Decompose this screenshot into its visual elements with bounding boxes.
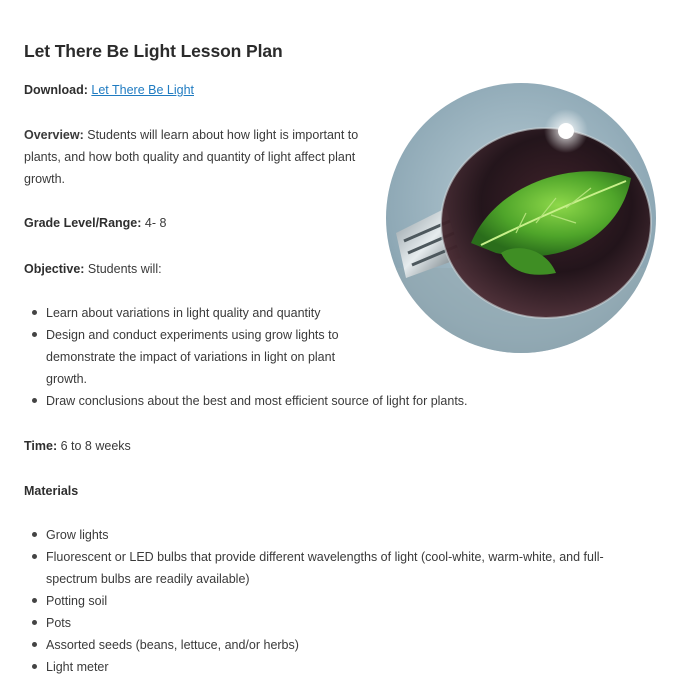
list-item: Fluorescent or LED bulbs that provide different wavelengths of light (cool-white, warm-white, and full-spectrum bulbs are readily available) — [46, 546, 636, 590]
time-row — [24, 435, 131, 457]
list-item: Draw conclusions about the best and most efficient source of light for plants. — [46, 390, 506, 412]
download-link[interactable]: Let There Be Light — [91, 83, 194, 97]
time-value: 6 to 8 weeks — [60, 439, 131, 453]
objective-label: Objective: — [24, 262, 85, 276]
download-label: Download: — [24, 83, 88, 97]
list-item: Learn about variations in light quality and quantity — [46, 302, 356, 324]
grade-row — [24, 212, 166, 234]
overview-label: Overview: — [24, 128, 84, 142]
page-title: Let There Be Light Lesson Plan — [24, 41, 283, 61]
lightbulb-leaf-image — [386, 83, 656, 353]
download-row — [24, 79, 194, 101]
list-item: Potting soil — [46, 590, 646, 612]
grade-value: 4- 8 — [144, 216, 167, 230]
list-item: Pots — [46, 612, 646, 634]
grade-label: Grade Level/Range: — [24, 216, 142, 230]
time-label: Time: — [24, 439, 58, 453]
list-item: Design and conduct experiments using grow lights to demonstrate the impact of variations in light on plant growth. — [46, 324, 356, 390]
overview-paragraph — [24, 124, 364, 190]
lightbulb-leaf-illustration — [386, 83, 656, 353]
overview-text: Students will learn about how light is important to plants, and how both quality and quantity of light affect plant growth. — [24, 128, 359, 186]
objective-text: Students will: — [87, 262, 162, 276]
list-item: Grow lights — [46, 524, 646, 546]
materials-list — [30, 524, 646, 678]
objective-row — [24, 258, 162, 280]
list-item: Assorted seeds (beans, lettuce, and/or herbs) — [46, 634, 646, 656]
list-item: Light meter — [46, 656, 646, 678]
materials-heading: Materials — [24, 484, 79, 498]
